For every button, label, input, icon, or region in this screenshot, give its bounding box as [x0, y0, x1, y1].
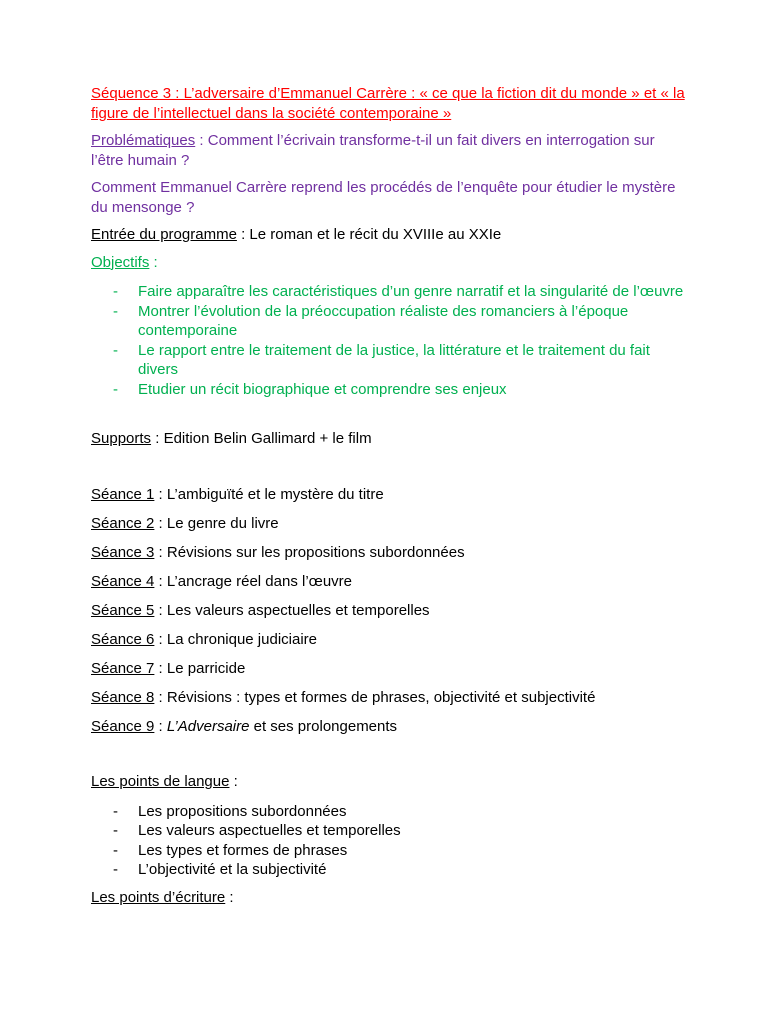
entree-text: Le roman et le récit du XVIIIe au XXIe [249, 226, 502, 243]
seance-separator: : [154, 485, 167, 503]
problematiques-label: Problématiques [91, 132, 196, 149]
seance-line [91, 717, 691, 737]
seance-text-italic: L’Adversaire [166, 717, 250, 735]
seance-text: Le parricide [166, 659, 246, 677]
list-item: - Les valeurs aspectuelles et temporelles [91, 821, 691, 841]
objectifs-heading [91, 253, 691, 273]
problematiques-separator: : [195, 132, 208, 149]
seance-separator: : [154, 601, 167, 619]
seance-text: Les valeurs aspectuelles et temporelles [166, 601, 430, 619]
list-item: - L’objectivité et la subjectivité [91, 860, 691, 880]
list-item: - Les types et formes de phrases [91, 841, 691, 861]
seance-label: Séance 1 [91, 485, 155, 503]
seance-label: Séance 6 [91, 630, 155, 648]
seance-separator: : [154, 717, 167, 735]
objectifs-label: Objectifs [91, 253, 150, 271]
entree-label: Entrée du programme [91, 226, 237, 243]
points-langue-heading [91, 772, 691, 792]
seance-separator: : [154, 688, 167, 706]
points-ecriture-heading [91, 888, 691, 908]
seance-separator: : [154, 659, 167, 677]
seance-separator: : [154, 543, 167, 561]
seance-line [91, 688, 691, 708]
seance-line [91, 572, 691, 592]
seance-line [91, 601, 691, 621]
seance-line [91, 514, 691, 534]
seance-label: Séance 4 [91, 572, 155, 590]
seance-separator: : [154, 572, 167, 590]
seance-text: L’ambiguïté et le mystère du titre [166, 485, 384, 503]
seance-label: Séance 8 [91, 688, 155, 706]
points-langue-separator: : [229, 773, 238, 790]
list-item: - Les propositions subordonnées [91, 802, 691, 822]
list-item: - Montrer l’évolution de la préoccupation réaliste des romanciers à l’époque contemporaine [91, 302, 691, 341]
sequence-title: Séquence 3 : L’adversaire d’Emmanuel Carrère : « ce que la fiction dit du monde » et « la figure de l’intellectuel dans la société contemporaine » [91, 85, 685, 122]
objectifs-separator: : [149, 253, 158, 271]
document-page [91, 84, 691, 915]
seance-label: Séance 2 [91, 514, 155, 532]
seance-label: Séance 9 [91, 717, 155, 735]
points-langue-list [91, 802, 691, 880]
seance-label: Séance 7 [91, 659, 155, 677]
supports-label: Supports [91, 430, 152, 447]
seance-text: Le genre du livre [166, 514, 279, 532]
seance-text: Révisions sur les propositions subordonnées [166, 543, 465, 561]
seance-text: La chronique judiciaire [166, 630, 318, 648]
entree-separator: : [236, 226, 250, 243]
supports-separator: : [151, 430, 164, 447]
points-ecriture-label: Les points d’écriture [91, 888, 226, 906]
seance-text: et ses prolongements [249, 717, 398, 735]
seance-text: Révisions : types et formes de phrases, objectivité et subjectivité [166, 688, 596, 706]
points-langue-label: Les points de langue [91, 773, 230, 790]
seance-label: Séance 5 [91, 601, 155, 619]
supports-line [91, 429, 691, 449]
list-item: - Faire apparaître les caractéristiques d’un genre narratif et la singularité de l’œuvre [91, 282, 691, 302]
seance-label: Séance 3 [91, 543, 155, 561]
problematique-question-1: Comment l’écrivain transforme-t-il un fait divers en interrogation sur l’être humain ? [91, 132, 655, 169]
seance-line [91, 485, 691, 505]
problematiques-line [91, 131, 691, 170]
seance-text: L’ancrage réel dans l’œuvre [166, 572, 353, 590]
seance-line [91, 659, 691, 679]
list-item: - Le rapport entre le traitement de la justice, la littérature et le traitement du fait divers [91, 341, 691, 380]
entree-programme-line [91, 225, 691, 245]
seance-line [91, 543, 691, 563]
seance-separator: : [154, 630, 167, 648]
supports-text: Edition Belin Gallimard + le film [163, 430, 372, 447]
seance-separator: : [154, 514, 167, 532]
objectifs-list [91, 282, 691, 399]
points-ecriture-separator: : [225, 888, 234, 906]
list-item: - Etudier un récit biographique et comprendre ses enjeux [91, 380, 691, 400]
seance-line [91, 630, 691, 650]
problematique-question-2: Comment Emmanuel Carrère reprend les procédés de l’enquête pour étudier le mystère du mensonge ? [91, 179, 676, 216]
